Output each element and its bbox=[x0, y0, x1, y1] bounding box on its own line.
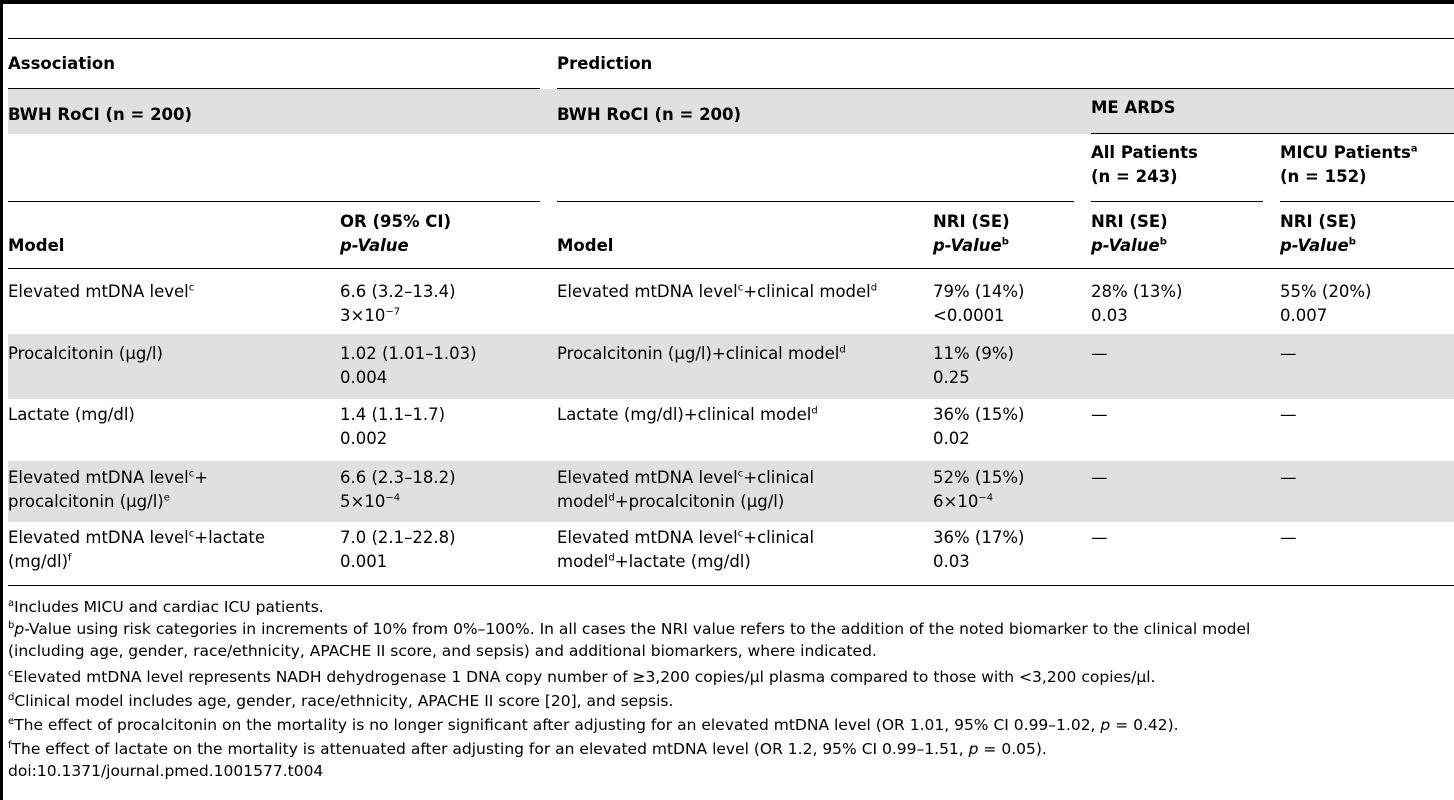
row3-nri-micu: — bbox=[1280, 405, 1297, 424]
row1-or-p: $3\times 10^{-7}$ bbox=[340, 306, 401, 325]
row3-or-p: 0.002 bbox=[340, 429, 388, 448]
row2-nri-micu: — bbox=[1280, 344, 1297, 363]
row3-pred-model: Lactate (mg/dl)+clinical model$^d$ bbox=[557, 405, 818, 424]
row5-pred-model-line1: Elevated mtDNA level$^c$+clinical bbox=[557, 528, 815, 547]
row3-nri-all: — bbox=[1091, 405, 1108, 424]
footnote-b: $^b$p-Value using risk categories in increments of 10% from 0%–100%. In all cases the NRI value refers to the addition of the noted biomarker to the clinical model bbox=[8, 619, 1251, 638]
association-header: Association bbox=[8, 54, 115, 73]
row5-nri-bwh: 36% (17%) bbox=[933, 528, 1025, 547]
row1-pred-model: Elevated mtDNA level$^c$+clinical model$^d$ bbox=[557, 282, 878, 301]
assoc-model-rule bbox=[8, 201, 540, 202]
nri-micu-col-header: NRI (SE) bbox=[1280, 212, 1357, 231]
footnote-c: $^c$Elevated mtDNA level represents NADH dehydrogenase 1 DNA copy number of ≥3,200 copies/μl plasma compared to those with <3,200 copies/μl. bbox=[8, 667, 1156, 686]
assoc-model-col-header: Model bbox=[8, 236, 65, 255]
row1-nri-all-p: 0.03 bbox=[1091, 306, 1128, 325]
row4-assoc-model-line1: Elevated mtDNA level$^c$+ bbox=[8, 468, 209, 487]
row3-assoc-model: Lactate (mg/dl) bbox=[8, 405, 135, 424]
or-col-header: OR (95% CI) bbox=[340, 212, 452, 231]
row5-or: 7.0 (2.1–22.8) bbox=[340, 528, 456, 547]
footnote-a: $^a$Includes MICU and cardiac ICU patients. bbox=[8, 597, 324, 616]
row5-nri-micu: — bbox=[1280, 528, 1297, 547]
prediction-header: Prediction bbox=[557, 54, 653, 73]
footnote-f: $^f$The effect of lactate on the mortality is attenuated after adjusting for an elevated mtDNA level (OR 1.2, 95% CI 0.99–1.51, p = 0.05). bbox=[8, 739, 1047, 758]
pred-model-col-header: Model bbox=[557, 236, 614, 255]
footnote-e: $^e$The effect of procalcitonin on the mortality is no longer significant after adjusting for an elevated mtDNA level (OR 1.01, 95% CI 0.99–1.02, p = 0.42). bbox=[8, 715, 1179, 734]
top-border bbox=[0, 0, 1454, 4]
row2-nri-bwh-p: 0.25 bbox=[933, 368, 970, 387]
row2-or-p: 0.004 bbox=[340, 368, 388, 387]
row3-nri-bwh-p: 0.02 bbox=[933, 429, 970, 448]
left-border bbox=[0, 0, 3, 800]
row5-assoc-model-line1: Elevated mtDNA level$^c$+lactate bbox=[8, 528, 266, 547]
all-patients-rule bbox=[1091, 201, 1263, 202]
me-ards-header: ME ARDS bbox=[1091, 98, 1176, 117]
row2-or: 1.02 (1.01–1.03) bbox=[340, 344, 477, 363]
row4-assoc-model-line2: procalcitonin $(\mu g/l)^e$ bbox=[8, 492, 170, 511]
table-bottom-rule bbox=[8, 585, 1454, 586]
micu-patients-rule bbox=[1280, 201, 1454, 202]
all-patients-header: All Patients bbox=[1091, 143, 1198, 162]
row4-pred-model-line2: model$^d$+procalcitonin (μg/l) bbox=[557, 492, 785, 511]
row4-nri-bwh-p: $6\times 10^{-4}$ bbox=[933, 492, 994, 511]
bwh-roci-prediction-header: BWH RoCI (n = 200) bbox=[557, 105, 742, 124]
row1-nri-micu: 55% (20%) bbox=[1280, 282, 1372, 301]
footnote-d: $^d$Clinical model includes age, gender, race/ethnicity, APACHE II score [20], and sepsis. bbox=[8, 691, 674, 710]
row5-nri-all: — bbox=[1091, 528, 1108, 547]
row2-pred-model: Procalcitonin (μg/l)+clinical model$^d$ bbox=[557, 344, 846, 363]
micu-patients-header: MICU Patients$^a$ bbox=[1280, 143, 1418, 162]
row1-assoc-model: Elevated mtDNA level$^c$ bbox=[8, 282, 195, 301]
row2-assoc-model: Procalcitonin (μg/l) bbox=[8, 344, 163, 363]
nri-all-pvalue-col-header: p-Value$^b$ bbox=[1091, 236, 1167, 255]
row3-nri-bwh: 36% (15%) bbox=[933, 405, 1025, 424]
row5-assoc-model-line2: $(mg/dl)^f$ bbox=[8, 552, 72, 571]
row1-nri-bwh: 79% (14%) bbox=[933, 282, 1025, 301]
row4-nri-bwh: 52% (15%) bbox=[933, 468, 1025, 487]
row4-nri-micu: — bbox=[1280, 468, 1297, 487]
nri-micu-pvalue-col-header: p-Value$^b$ bbox=[1280, 236, 1356, 255]
row2-nri-bwh: 11% (9%) bbox=[933, 344, 1014, 363]
row4-pred-model-line1: Elevated mtDNA level$^c$+clinical bbox=[557, 468, 815, 487]
row2-nri-all: — bbox=[1091, 344, 1108, 363]
row4-nri-all: — bbox=[1091, 468, 1108, 487]
row1-or: 6.6 (3.2–13.4) bbox=[340, 282, 456, 301]
doi-link[interactable]: doi:10.1371/journal.pmed.1001577.t004 bbox=[8, 762, 324, 780]
all-patients-n: (n = 243) bbox=[1091, 167, 1178, 186]
or-pvalue-col-header: p-Value bbox=[340, 236, 409, 255]
row1-nri-micu-p: 0.007 bbox=[1280, 306, 1328, 325]
row1-nri-bwh-p: <0.0001 bbox=[933, 306, 1005, 325]
row3-or: 1.4 (1.1–1.7) bbox=[340, 405, 446, 424]
pred-model-rule bbox=[557, 201, 1074, 202]
row4-or: 6.6 (2.3–18.2) bbox=[340, 468, 456, 487]
header-top-rule bbox=[8, 38, 1454, 39]
row1-nri-all: 28% (13%) bbox=[1091, 282, 1183, 301]
nri-bwh-col-header: NRI (SE) bbox=[933, 212, 1010, 231]
row5-nri-bwh-p: 0.03 bbox=[933, 552, 970, 571]
nri-all-col-header: NRI (SE) bbox=[1091, 212, 1168, 231]
row4-or-p: $5\times 10^{-4}$ bbox=[340, 492, 401, 511]
header-bottom-rule bbox=[8, 268, 1454, 269]
footnote-b-continued: (including age, gender, race/ethnicity, APACHE II score, and sepsis) and additional biomarkers, where indicated. bbox=[8, 642, 877, 660]
row5-or-p: 0.001 bbox=[340, 552, 388, 571]
nri-bwh-pvalue-col-header: p-Value$^b$ bbox=[933, 236, 1009, 255]
row5-pred-model-line2: model$^d$+lactate (mg/dl) bbox=[557, 552, 751, 571]
me-ards-rule bbox=[1091, 133, 1454, 134]
bwh-roci-association-header: BWH RoCI (n = 200) bbox=[8, 105, 193, 124]
micu-patients-n: (n = 152) bbox=[1280, 167, 1367, 186]
